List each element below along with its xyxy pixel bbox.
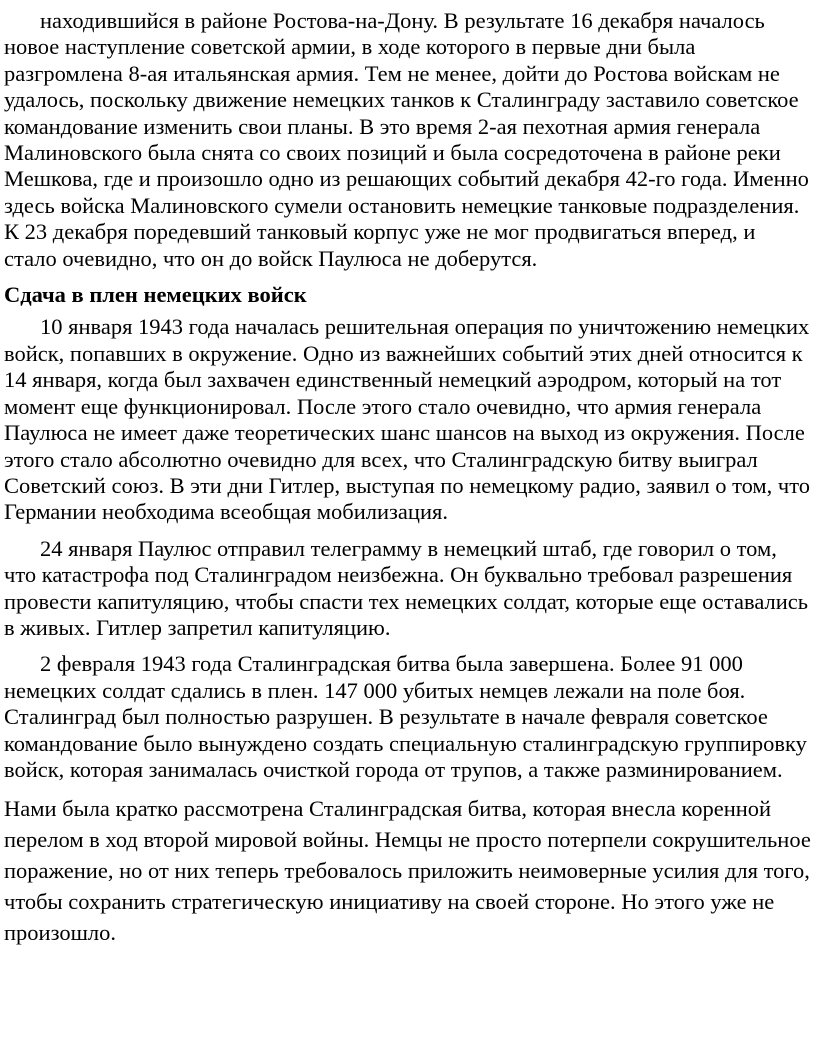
intro-paragraph: находившийся в районе Ростова-на-Дону. В результате 16 декабря началось новое наступление советской армии, в ходе которого в первые дни была разгромлена 8-ая итальянская армия. Тем не менее, дойти до Ростова войскам не удалось, поскольку движение немецких танков к Сталинграду заставило советское командование изменить свои планы. В это время 2-ая пехотная армия генерала Малиновского была снята со своих позиций и была сосредоточена в районе реки Мешкова, где и произошло одно из решающих событий декабря 42-го года. Именно здесь войска Малиновского сумели остановить немецкие танковые подразделения. К 23 декабря поредевший танковый корпус уже не мог продвигаться вперед, и стало очевидно, что он до войск Паулюса не доберутся.: [4, 8, 809, 271]
paragraph-january-10: 10 января 1943 года началась решительная операция по уничтожению немецких войск, попавших в окружение. Одно из важнейших событий этих дней относится к 14 января, когда был захвачен единственный немецкий аэродром, который на тот момент еще функционировал. После этого стало очевидно, что армия генерала Паулюса не имеет даже теоретических шанс шансов на выход из окружения. После этого стало абсолютно очевидно для всех, что Сталинградскую битву выиграл Советский союз. В эти дни Гитлер, выступая по немецкому радио, заявил о том, что Германии необходима всеобщая мобилизация.: [4, 314, 811, 525]
paragraph-february-2: 2 февраля 1943 года Сталинградская битва была завершена. Более 91 000 немецких солдат сдались в плен. 147 000 убитых немцев лежали на поле боя. Сталинград был полностью разрушен. В результате в начале февраля советское командование было вынуждено создать специальную сталинградскую группировку войск, которая занималась очисткой города от трупов, а также разминированием.: [4, 651, 807, 782]
paragraph-january-24: 24 января Паулюс отправил телеграмму в немецкий штаб, где говорил о том, что катастрофа под Сталинградом неизбежна. Он буквально требовал разрешения провести капитуляцию, чтобы спасти тех немецких солдат, которые еще оставались в живых. Гитлер запретил капитуляцию.: [4, 535, 809, 640]
conclusion-paragraph: Нами была кратко рассмотрена Сталинградская битва, которая внесла коренной перелом в ход второй мировой войны. Немцы не просто потерпели сокрушительное поражение, но от них теперь требовалось приложить неимоверные усилия для того, чтобы сохранить стратегическую инициативу на своей стороне. Но этого уже не произошло.: [4, 796, 811, 946]
section-heading: Сдача в плен немецких войск: [4, 282, 307, 308]
